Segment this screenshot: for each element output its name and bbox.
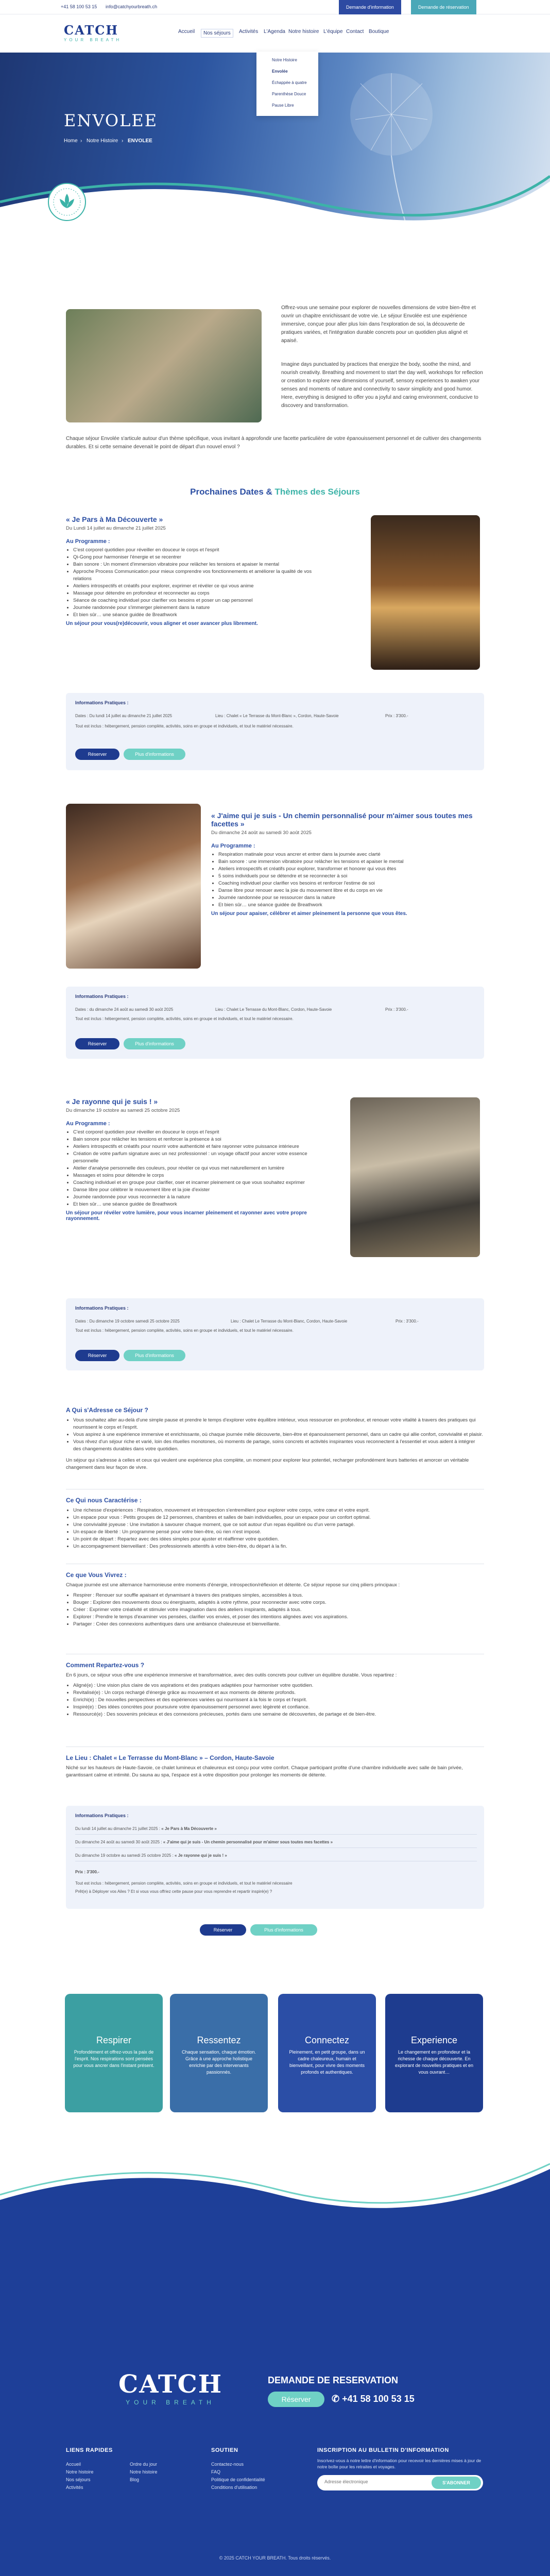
program-3-title: « Je rayonne qui je suis ! » xyxy=(66,1097,158,1106)
newsletter-subscribe-button[interactable]: S'ABONNER xyxy=(432,2477,481,2489)
dropdown-item-echappee[interactable]: Échappée à quatre xyxy=(272,80,307,85)
who-section: A Qui s'Adresse ce Séjour ? • Vous souhaitez aller au-delà d'une simple pause et prendre le temps d'explorer votre équilibre intérieur, vous ressourcer en profondeur, et renouer votre vitalité à travers des pratiques qui nourrissent le corps et l'esprit. • Vous aspirez à une expérience immersive et enrichissante, où chaque journée mêle découverte, bien-être et épanouissement personnel, dans un cadre qui allie confort, convivialité et plaisir. • Vous rêvez d'un séjour riche et varié, loin des rituelles monotones, où moments de partage, soins concrets et activités inspirantes vous reconnectent à l'essentiel et vous aident à intégrer des changements durables dans votre quotidien. Un séjour qui s'adresse à celles et ceux qui veulent une expérience plus complète, un moment pour explorer leur potentiel, recharger profondément leurs batteries et amorcer un véritable changement dans leur façon de vivre. xyxy=(66,1406,484,1471)
final-reserve-button[interactable]: Réserver xyxy=(200,1924,246,1936)
site-footer xyxy=(0,2365,550,2576)
program-2-title: « J'aime qui je suis - Un chemin personnalisé pour m'aimer sous toutes mes facettes » xyxy=(211,811,473,828)
feature-experience: Experience Le changement en profondeur et la richesse de chaque découverte. En explorant de nouvelles pratiques et en vous ouvrant… xyxy=(385,1994,483,2112)
feature-respirer: Respirer Profondément et offrez-vous la paix de l'esprit. Nos respirations sont pensées pour vous ancrer dans l'instant présent. xyxy=(65,1994,163,2112)
practical-info: Informations Pratiques : Du lundi 14 juillet au dimanche 21 juillet 2025 : « Je Pars à Ma Découverte » Du dimanche 24 août au samedi 30 août 2025 : « J'aime qui je suis - Un chemin personnalisé pour m'aimer sous toutes mes facettes » Du dimanche 19 octobre au samedi 25 octobre 2025 : « Je rayonne qui je suis ! » Prix : 3'300.- Tout est inclus : hébergement, pension complète, activités, soins en groupe et individuels, et tout le matériel nécessaire Prêt(e) à Déployer vos Ailes ? Et si vous vous offriez cette pause pour vous reprendre et repartir inspiré(e) ? xyxy=(66,1806,484,1909)
program-2-list: • Respiration matinale pour vous ancrer et entrer dans la journée avec clarté • Bain sonore : une immersion vibratoire pour relâcher les tensions et apaiser le mental • Ateliers introspectifs et créatifs pour explorer, transformer et honorer qui vous êtes • 5 soins individuels pour se détendre et se reconnecter à soi • Coaching individuel pour clarifier vos besoins et renforcer l'estime de soi • Danse libre pour renouer avec la joie du mouvement libre et du corps en vie • Journée randonnée pour se ressourcer dans la nature • Et bien sûr… une séance guidée de Breathwork xyxy=(211,851,484,909)
feature-ressentez: Ressentez Chaque sensation, chaque émotion. Grâce à une approche holistique enrichie par des intervenants passionnés. xyxy=(170,1994,268,2112)
info-request-button[interactable]: Demande d'information xyxy=(339,0,401,14)
lotus-emblem-icon xyxy=(46,181,88,223)
footer-links-1b: Ordre du jour Notre histoire Blog xyxy=(130,2462,158,2482)
dropdown-item-pause[interactable]: Pause Libre xyxy=(272,103,294,108)
program-3-list: • C'est corporel quotidien pour réveiller en douceur le corps et l'esprit • Bain sonore pour relâcher les tensions et renforcer la présence à soi • Ateliers introspectifs et créatifs pour nourrir votre authenticité et faire rayonner votre puissance intérieure • Création de votre parfum signature avec un nez professionnel : un voyage olfactif pour ancrer votre essence personnelle • Atelier d'analyse personnelle des couleurs, pour révéler ce qui vous met naturellement en lumière • Massages et soins pour détendre le corps • Coaching individuel et en groupe pour clarifier, oser et incarner pleinement ce que vous souhaitez exprimer • Danse libre pour célébrer le mouvement libre et la joie d'exister • Journée randonnée pour vous reconnecter à la nature • Et bien sûr… une séance guidée de Breathwork xyxy=(66,1129,334,1208)
program-1-list: • C'est corporel quotidien pour réveiller en douceur le corps et l'esprit • Qi-Gong pour harmoniser l'énergie et se recentrer • Bain sonore : Un moment d'immersion vibratoire pour relâcher les tensions et apaiser le mental • Approche Process Communication pour mieux comprendre vos fonctionnements et améliorer la qualité de vos relations • Ateliers introspectifs et créatifs pour explorer, exprimer et révéler ce qui vous anime • Massage pour détendre en profondeur et reconnecter au corps • Séance de coaching individuel pour clarifier vos besoins et poser un cap personnel • Journée randonnée pour s'immerger pleinement dans la nature • Et bien sûr… une séance guidée de Breathwork xyxy=(66,547,323,619)
site-header xyxy=(0,14,550,53)
final-more-button[interactable]: Plus d'informations xyxy=(250,1924,317,1936)
program-1-title: « Je Pars à Ma Découverte » xyxy=(66,515,163,523)
email-link[interactable]: info@catchyourbreath.ch xyxy=(106,4,158,9)
dates-title: Prochaines Dates & Thèmes des Séjours xyxy=(190,487,360,497)
footer-reserve-button[interactable]: Réserver xyxy=(268,2392,324,2407)
nav-sejours[interactable]: Nos séjours xyxy=(201,29,233,38)
nav-contact[interactable]: Contact xyxy=(346,29,364,35)
sejours-dropdown xyxy=(256,52,318,116)
top-bar xyxy=(0,0,550,14)
breadcrumb-current: ENVOLEE xyxy=(128,138,152,144)
feature-connectez: Connectez Pleinement, en petit groupe, dans un cadre chaleureux, humain et bienveillant, pour vivre des moments profonds et authentiques. xyxy=(278,1994,376,2112)
program-2: « J'aime qui je suis - Un chemin personnalisé pour m'aimer sous toutes mes facettes » Du dimanche 24 août au samedi 30 août 2025 Au Programme : • Respiration matinale pour vous ancrer et entrer dans la journée avec clarté • Bain sonore : une immersion vibratoire pour relâcher les tensions et apaiser le mental • Ateliers introspectifs et créatifs pour explorer, transformer et honorer qui vous êtes • 5 soins individuels pour se détendre et se reconnecter à soi • Coaching individuel pour clarifier vos besoins et renforcer l'estime de soi • Danse libre pour renouer avec la joie du mouvement libre et du corps en vie • Journée randonnée pour se ressourcer dans la nature • Et bien sûr… une séance guidée de Breathwork Un séjour pour apaiser, célébrer et aimer pleinement la personne que vous êtes. xyxy=(211,811,484,917)
footer-cta-title: DEMANDE DE RESERVATION xyxy=(268,2375,399,2385)
dropdown-item-histoire[interactable]: Notre Histoire xyxy=(272,58,297,62)
footer-col-newsletter-title: INSCRIPTION AU BULLETIN D'INFORMATION xyxy=(317,2447,449,2453)
program-1-info: Informations Pratiques : Dates : Du lundi 14 juillet au dimanche 21 juillet 2025 Lieu : Chalet « Le Terrasse du Mont-Blanc », Cordon, Haute-Savoie Prix : 3'300.- Tout est inclus : hébergement, pension complète, activités, soins en groupe et individuels, et tout le matériel nécessaire. Réserver Plus d'informations xyxy=(66,693,484,770)
newsletter-form xyxy=(317,2475,483,2490)
dropdown-item-envolee[interactable]: Envolée xyxy=(272,69,288,74)
dropdown-item-parenthese[interactable]: Parenthèse Douce xyxy=(272,92,306,96)
program-2-reserve-button[interactable]: Réserver xyxy=(75,1038,119,1049)
program-3: « Je rayonne qui je suis ! » Du dimanche 19 octobre au samedi 25 octobre 2025 Au Programme : • C'est corporel quotidien pour réveiller en douceur le corps et l'esprit • Bain sonore pour relâcher les tensions et renforcer la présence à soi • Ateliers introspectifs et créatifs pour nourrir votre authenticité et faire rayonner votre puissance intérieure • Création de votre parfum signature avec un nez professionnel : un voyage olfactif pour ancrer votre essence personnelle • Atelier d'analyse personnelle des couleurs, pour révéler ce qui vous met naturellement en lumière • Massages et soins pour détendre le corps • Coaching individuel et en groupe pour clarifier, oser et incarner pleinement ce que vous souhaitez exprimer • Danse libre pour célébrer le mouvement libre et la joie d'exister • Journée randonnée pour vous reconnecter à la nature • Et bien sûr… une séance guidée de Breathwork Un séjour pour révéler votre lumière, pour vous incarner pleinement et rayonner avec votre propre rayonnement. xyxy=(66,1097,334,1222)
intro-text-1: Offrez-vous une semaine pour explorer de nouvelles dimensions de votre bien-être et ouvrir un chapitre enrichissant de votre vie. Le séjour Envolée est une expérience immersive, conçue pour aller plus loin dans l'exploration de soi, la découverte de pratiques variées, et l'intégration durable concrets pour un quotidien plus aligné et apaisé. xyxy=(281,305,476,344)
page-title: ENVOLEE xyxy=(64,111,158,130)
intro-photo xyxy=(66,309,262,422)
copyright: © 2025 CATCH YOUR BREATH. Tous droits réservés. xyxy=(219,2555,331,2561)
footer-col-links-title: LIENS RAPIDES xyxy=(66,2447,113,2453)
newsletter-email-input[interactable] xyxy=(324,2479,422,2484)
program-3-info: Informations Pratiques : Dates : Du dimanche 19 octobre samedi 25 octobre 2025 Lieu : Chalet Le Terrasse du Mont-Blanc, Cordon, Haute-Savoie Prix : 3'300.- Tout est inclus : hébergement, pension complète, activités, soins en groupe et individuels, et tout le matériel nécessaire. Réserver Plus d'informations xyxy=(66,1298,484,1370)
footer-links-1: Accueil Notre histoire Nos séjours Activités xyxy=(66,2462,94,2490)
outcome-section: Comment Repartez-vous ? En 6 jours, ce séjour vous offre une expérience immersive et transformatrice, avec des outils concrets pour cultiver un équilibre durable. Vous repartirez : • Aligné(e) : Une vision plus claire de vos aspirations et des pratiques adaptées pour harmoniser votre quotidien. • Revitalisé(e) : Un corps rechargé d'énergie grâce au mouvement et aux moments de détente profonds. • Enrichi(e) : De nouvelles perspectives et des expériences variées qui nourrissent à la fois le corps et l'esprit. • Inspiré(e) : Des idées concrètes pour poursuivre votre épanouissement personnel avec légèreté et confiance. • Ressourcé(e) : Des souvenirs précieux et des connexions précieuses, portés dans une semaine de découvertes, de partage et de bien-être. xyxy=(66,1662,484,1718)
program-3-photo xyxy=(350,1097,480,1257)
intro-bottom: Chaque séjour Envolée s'articule autour d'un thème spécifique, vous invitant à approfondir une facette particulière de votre épanouissement personnel et de cultiver des changements durables. Et si cette semaine devenait le point de départ d'un nouvel envol ? xyxy=(66,436,482,450)
experience-section: Ce que Vous Vivrez : Chaque journée est une alternance harmonieuse entre moments d'énergie, introspection/réflexion et détente. Ce séjour repose sur cinq piliers principaux : • Respirer : Renouer sur souffle apaisant et dynamisant à travers des pratiques simples, accessibles à tous. • Bouger : Explorer des mouvements doux ou énergisants, adaptés à votre rythme, pour reconnecter avec votre corps. • Créer : Exprimer votre créativité et stimuler votre imagination dans des ateliers inspirants, adaptés à tous. • Explorer : Prendre le temps d'examiner vos pensées, clarifier vos envies, et poser des intentions alignées avec vos aspirations. • Partager : Créer des connexions authentiques dans une ambiance chaleureuse et bienveillante. xyxy=(66,1571,484,1628)
program-2-photo xyxy=(66,804,201,969)
program-1-reserve-button[interactable]: Réserver xyxy=(75,749,119,760)
nav-agenda[interactable]: L'Agenda xyxy=(264,29,285,35)
footer-phone[interactable]: ✆ +41 58 100 53 15 xyxy=(332,2394,415,2404)
nav-histoire[interactable]: Notre histoire xyxy=(288,29,319,35)
program-2-more-button[interactable]: Plus d'informations xyxy=(124,1038,185,1049)
nav-boutique[interactable]: Boutique xyxy=(369,29,389,35)
place-section: Le Lieu : Chalet « Le Terrasse du Mont-Blanc » – Cordon, Haute-Savoie Niché sur les hauteurs de Haute-Savoie, ce chalet lumineux et chaleureux est conçu pour votre confort. Chaque participant profite d'une chambre individuelle avec salle de bain privée, garantissant calme et intimité. Du sauna au spa, l'espace est à votre disposition pour prolonger les moments de détente. xyxy=(66,1754,463,1778)
program-1-photo xyxy=(371,515,480,670)
program-3-reserve-button[interactable]: Réserver xyxy=(75,1350,119,1361)
site-logo[interactable]: CATCH YOUR BREATH xyxy=(64,23,122,42)
characteristics-section: Ce Qui nous Caractérise : • Une richesse d'expériences : Respiration, mouvement et introspection s'entremêlent pour explorer votre corps, votre cœur et votre esprit. • Un espace pour vous : Petits groupes de 12 personnes, chambres et salles de bain individuelles, pour un espace pour un confort optimal. • Une convivialité joyeuse : Une invitation à savourer chaque moment, que ce soit autour d'un repas équilibré ou d'un verre partagé. • Un espace de liberté : Un programme pensé pour votre bien-être, où rien n'est imposé. • Un point de départ : Repartez avec des idées simples pour ajuster et réaffirmer votre quotidien. • Un accompagnement bienveillant : Des professionnels attentifs à votre bien-être, du départ à la fin. xyxy=(66,1497,484,1550)
nav-equipe[interactable]: L'équipe xyxy=(323,29,343,35)
program-1-more-button[interactable]: Plus d'informations xyxy=(124,749,185,760)
phone-link[interactable]: +41 58 100 53 15 xyxy=(61,4,97,9)
footer-links-2: Contactez-nous FAQ Politique de confidentialité Conditions d'utilisation xyxy=(211,2462,265,2490)
footer-col-support-title: SOUTIEN xyxy=(211,2447,238,2453)
footer-wave xyxy=(0,2138,550,2370)
hero-banner: ENVOLEE Home › Notre Histoire › ENVOLEE xyxy=(0,53,550,243)
footer-logo[interactable]: CATCH YOUR BREATH xyxy=(118,2370,223,2406)
newsletter-text: Inscrivez-vous à notre lettre d'information pour recevoir les dernières mises à jour de notre boîte pour les retraites et voyages. xyxy=(317,2458,482,2469)
nav-accueil[interactable]: Accueil xyxy=(178,29,195,35)
booking-request-button[interactable]: Demande de réservation xyxy=(411,0,476,14)
program-1: « Je Pars à Ma Découverte » Du Lundi 14 juillet au dimanche 21 juillet 2025 Au Programme : • C'est corporel quotidien pour réveiller en douceur le corps et l'esprit • Qi-Gong pour harmoniser l'énergie et se recentrer • Bain sonore : Un moment d'immersion vibratoire pour relâcher les tensions et apaiser le mental • Approche Process Communication pour mieux comprendre vos fonctionnements et améliorer la qualité de vos relations • Ateliers introspectifs et créatifs pour explorer, exprimer et révéler ce qui vous anime • Massage pour détendre en profondeur et reconnecter au corps • Séance de coaching individuel pour clarifier vos besoins et poser un cap personnel • Journée randonnée pour s'immerger pleinement dans la nature • Et bien sûr… une séance guidée de Breathwork Un séjour pour vous(re)découvrir, vous aligner et oser avancer plus librement. xyxy=(66,515,375,626)
breadcrumb-histoire[interactable]: Notre Histoire xyxy=(87,138,118,144)
intro-text-2: Imagine days punctuated by practices that energize the body, soothe the mind, and nourish creativity. Breathing and movement to start the day well, workshops for reflection or creation to explore new dimensions of yourself, sensory experiences to awaken your senses and moments of nature and connectivity to savor simplicity and good humor. Here, everything is designed to offer you a joyful and caring environment, conducive to discovery and transformation. xyxy=(281,362,483,409)
program-2-info: Informations Pratiques : Dates : du dimanche 24 août au samedi 30 août 2025 Lieu : Chalet Le Terrasse du Mont-Blanc, Cordon, Haute-Savoie Prix : 3'300.- Tout est inclus : hébergement, pension complète, activités, soins en groupe et individuels, et tout le matériel nécessaire. Réserver Plus d'informations xyxy=(66,987,484,1059)
nav-activites[interactable]: Activités xyxy=(239,29,259,35)
breadcrumb-home[interactable]: Home xyxy=(64,138,78,144)
program-3-more-button[interactable]: Plus d'informations xyxy=(124,1350,185,1361)
